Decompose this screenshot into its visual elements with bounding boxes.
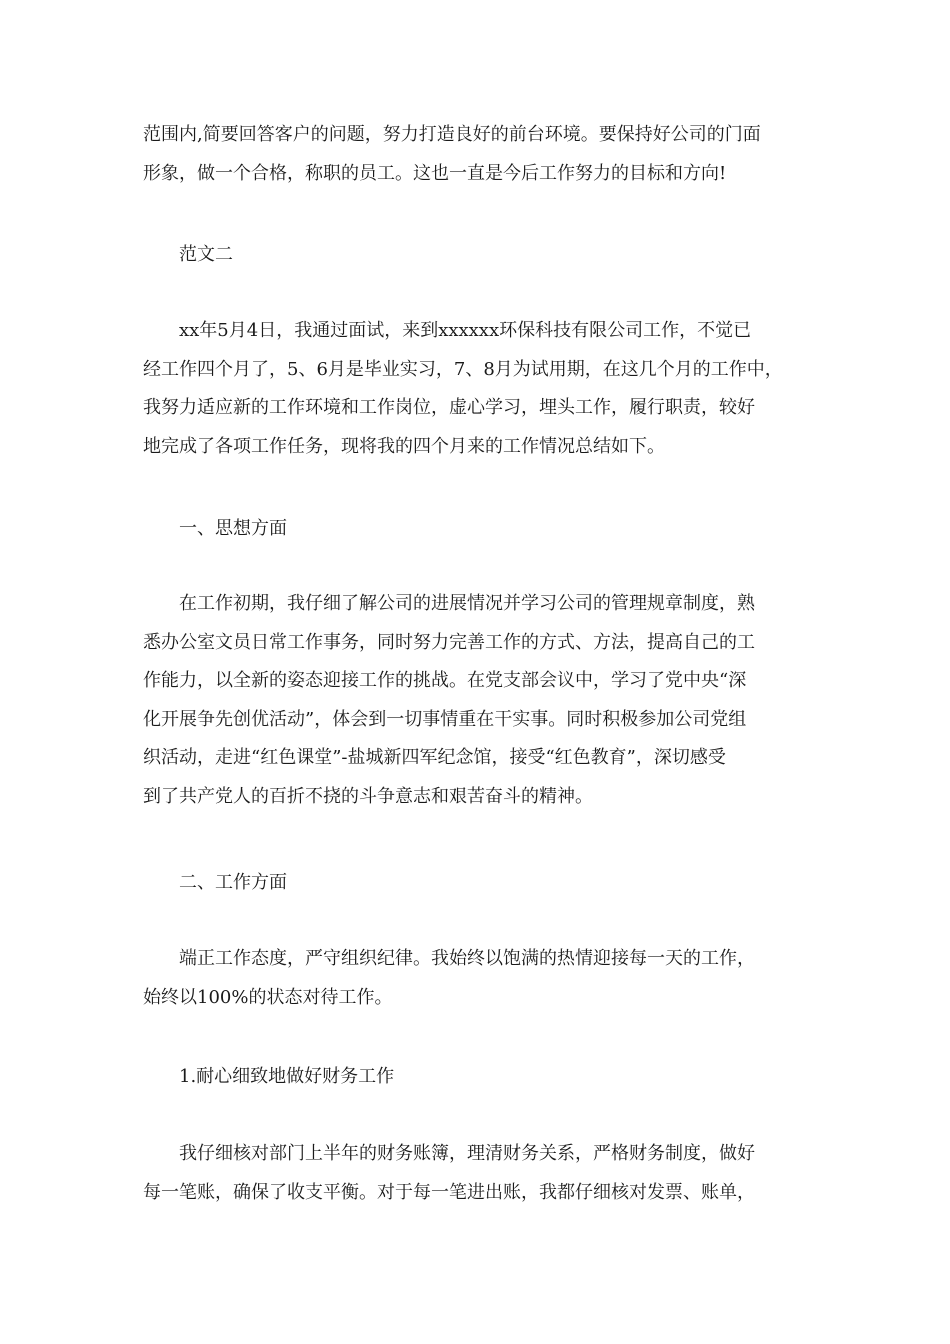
text-line: 范围内,简要回答客户的问题，努力打造良好的前台环境。要保持好公司的门面 (143, 124, 761, 145)
text-line: xx年5月4日，我通过面试，来到xxxxxx环保科技有限公司工作，不觉已 (179, 320, 752, 341)
text-line: 悉办公室文员日常工作事务，同时努力完善工作的方式、方法，提高自己的工 (143, 631, 755, 653)
paragraph-continuation (143, 116, 815, 193)
text-line: 始终以100%的状态对待工作。 (143, 986, 393, 1008)
text-line: 我努力适应新的工作环境和工作岗位，虚心学习，埋头工作，履行职责，较好 (143, 397, 755, 418)
heading-text: 一、思想方面 (179, 518, 287, 539)
text-line: 化开展争先创优活动”，体会到一切事情重在干实事。同时积极参加公司党组 (143, 708, 747, 730)
text-line: 到了共产党人的百折不挠的斗争意志和艰苦奋斗的精神。 (143, 785, 593, 807)
paragraph-caiwu (143, 1135, 815, 1212)
section-heading-caiwu (179, 1058, 394, 1097)
text-line: 经工作四个月了，5、6月是毕业实习，7、8月为试用期，在这几个月的工作中， (143, 358, 783, 380)
heading-text: 二、工作方面 (179, 872, 287, 893)
paragraph-intro (143, 312, 815, 466)
section-heading-fanwen-er (179, 236, 233, 275)
text-line: 每一笔账，确保了收支平衡。对于每一笔进出账，我都仔细核对发票、账单， (143, 1181, 755, 1203)
text-line: 地完成了各项工作任务，现将我的四个月来的工作情况总结如下。 (143, 435, 665, 457)
heading-text: 1.耐心细致地做好财务工作 (179, 1066, 395, 1087)
text-line: 形象，做一个合格，称职的员工。这也一直是今后工作努力的目标和方向! (143, 162, 727, 184)
text-line: 作能力，以全新的姿态迎接工作的挑战。在党支部会议中，学习了党中央“深 (143, 670, 747, 691)
text-line: 端正工作态度，严守组织纪律。我始终以饱满的热情迎接每一天的工作， (179, 948, 755, 969)
paragraph-gongzuo (143, 940, 815, 1017)
section-heading-sixiang (179, 510, 287, 549)
text-line: 织活动，走进“红色课堂”-盐城新四军纪念馆，接受“红色教育”，深切感受 (143, 747, 726, 768)
text-line: 我仔细核对部门上半年的财务账簿，理清财务关系，严格财务制度，做好 (179, 1143, 755, 1164)
section-heading-gongzuo (179, 864, 287, 903)
heading-text: 范文二 (179, 244, 233, 265)
paragraph-sixiang (143, 585, 815, 816)
text-line: 在工作初期，我仔细了解公司的进展情况并学习公司的管理规章制度，熟 (179, 593, 755, 614)
